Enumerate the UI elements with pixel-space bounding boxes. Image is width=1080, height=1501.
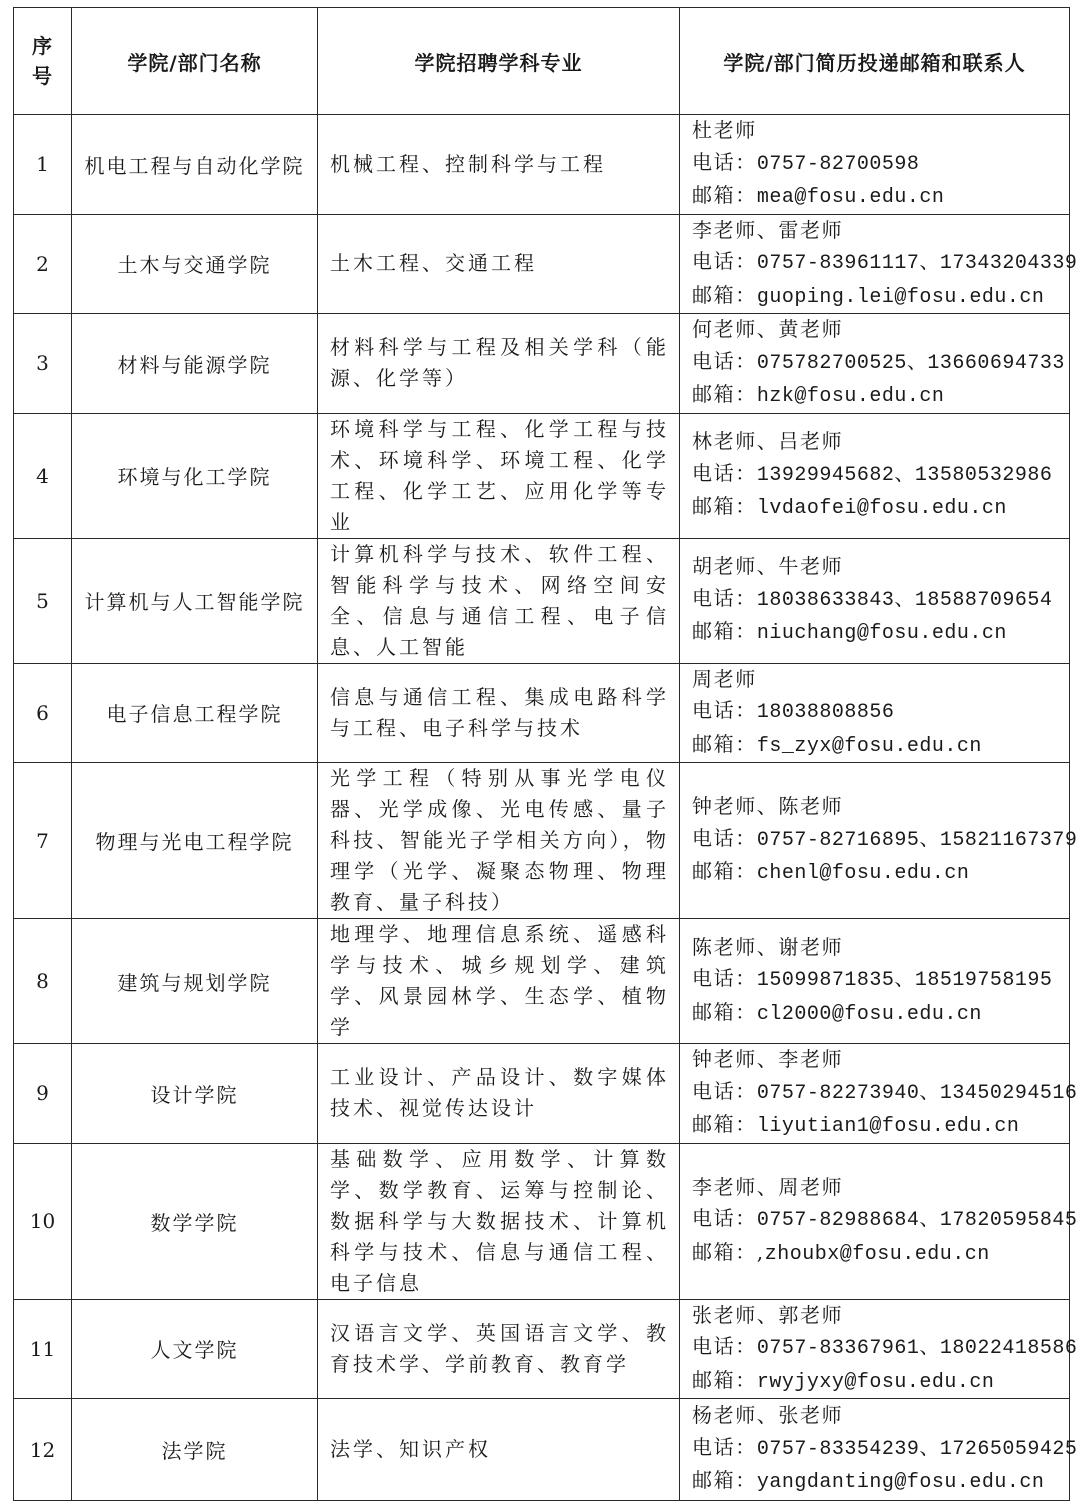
department-name: 人文学院	[72, 1299, 318, 1399]
department-name: 设计学院	[72, 1044, 318, 1144]
recruit-majors: 法学、知识产权	[318, 1399, 680, 1501]
table-row	[14, 538, 1070, 663]
recruit-majors: 土木工程、交通工程	[318, 214, 680, 314]
phone-label: 电话：	[692, 348, 757, 373]
contact-person: 钟老师、陈老师	[692, 794, 844, 819]
row-number: 2	[14, 214, 72, 314]
recruit-majors: 地理学、地理信息系统、遥感科学与技术、城乡规划学、建筑学、风景园林学、生态学、植物学	[318, 919, 680, 1044]
row-number: 4	[14, 413, 72, 538]
header-contact: 学院/部门简历投递邮箱和联系人	[680, 8, 1070, 115]
contact-person: 张老师、郭老师	[692, 1302, 844, 1327]
email-label: 邮箱：	[692, 999, 757, 1024]
phone-label: 电话：	[692, 1078, 757, 1103]
email-address[interactable]: zhoubx@fosu.edu.cn	[764, 1242, 990, 1266]
phone-line	[692, 823, 1078, 857]
email-label: 邮箱：	[692, 1367, 757, 1392]
email-label: 邮箱：,	[692, 1239, 765, 1264]
department-name: 计算机与人工智能学院	[72, 538, 318, 663]
contact-cell	[680, 763, 1078, 919]
contact-cell	[680, 1143, 1078, 1299]
email-label: 邮箱：	[692, 183, 757, 207]
recruit-majors: 计算机科学与技术、软件工程、智能科学与技术、网络空间安全、信息与通信工程、电子信息、人工智能	[318, 538, 680, 663]
email-address[interactable]: mea@fosu.edu.cn	[756, 186, 945, 209]
contact-person: 钟老师、李老师	[692, 1047, 844, 1071]
email-address[interactable]: chenl@fosu.edu.cn	[756, 862, 970, 886]
phone-line	[692, 346, 1065, 380]
contact-cell	[680, 919, 1070, 1044]
email-line	[692, 379, 1061, 413]
row-number: 5	[14, 538, 72, 663]
row-number: 7	[14, 763, 72, 919]
table-row	[14, 1299, 1070, 1399]
email-line	[692, 856, 1061, 890]
contact-cell	[680, 1044, 1078, 1144]
phone-number: 0757-83961117、17343204339	[756, 252, 1078, 275]
contact-person: 李老师、雷老师	[692, 217, 844, 242]
table-row	[14, 1143, 1070, 1299]
table-row	[14, 314, 1070, 414]
phone-label: 电话：	[692, 585, 757, 610]
email-label: 邮箱：	[692, 731, 757, 756]
phone-number: 13929945682、13580532986	[756, 463, 1053, 487]
email-line	[692, 1237, 1061, 1271]
phone-label: 电话：	[692, 460, 757, 485]
email-line	[692, 616, 1061, 650]
department-name: 数学学院	[72, 1143, 318, 1299]
department-name: 材料与能源学院	[72, 314, 318, 414]
email-line	[692, 180, 1061, 214]
department-name: 土木与交通学院	[72, 214, 318, 314]
email-line	[692, 1109, 1061, 1143]
email-label: 邮箱：	[692, 282, 757, 307]
table-row	[14, 663, 1070, 763]
email-address[interactable]: lvdaofei@fosu.edu.cn	[756, 497, 1007, 521]
phone-number: 0757-82273940、13450294516	[756, 1081, 1078, 1105]
recruit-majors: 材料科学与工程及相关学科（能源、化学等）	[318, 314, 680, 414]
row-number: 3	[14, 314, 72, 414]
header-major: 学院招聘学科专业	[318, 8, 680, 115]
phone-line	[692, 583, 1061, 617]
header-no: 序号	[14, 8, 72, 115]
phone-label: 电话：	[692, 825, 757, 850]
recruitment-table	[13, 7, 1078, 1501]
email-label: 邮箱：	[692, 619, 757, 644]
phone-number: 075782700525、13660694733	[756, 351, 1065, 375]
contact-person: 杜老师	[692, 118, 757, 142]
email-line	[692, 280, 1061, 314]
contact-cell	[680, 538, 1070, 663]
email-address[interactable]: yangdanting@fosu.edu.cn	[756, 1471, 1045, 1495]
table-row	[14, 413, 1070, 538]
phone-line	[692, 246, 1078, 280]
row-number: 8	[14, 919, 72, 1044]
phone-number: 15099871835、18519758195	[756, 969, 1053, 993]
header-row	[14, 8, 1070, 115]
recruit-majors: 信息与通信工程、集成电路科学与工程、电子科学与技术	[318, 663, 680, 763]
row-number: 10	[14, 1143, 72, 1299]
email-line	[692, 1365, 1061, 1399]
recruit-majors: 环境科学与工程、化学工程与技术、环境科学、环境工程、化学工程、化学工艺、应用化学等专业	[318, 413, 680, 538]
contact-person: 林老师、吕老师	[692, 429, 844, 454]
phone-line	[692, 458, 1061, 492]
row-number: 12	[14, 1399, 72, 1501]
row-number: 6	[14, 663, 72, 763]
table-row	[14, 1399, 1070, 1501]
contact-person: 周老师	[692, 666, 757, 691]
phone-label: 电话：	[692, 698, 757, 722]
contact-person: 何老师、黄老师	[692, 317, 844, 341]
contact-cell	[680, 314, 1070, 414]
email-address[interactable]: guoping.lei@fosu.edu.cn	[756, 285, 1045, 309]
email-address[interactable]: niuchang@fosu.edu.cn	[756, 622, 1007, 646]
email-label: 邮箱：	[692, 1112, 757, 1136]
email-line	[692, 1465, 1061, 1499]
phone-line	[692, 1432, 1078, 1466]
row-number: 11	[14, 1299, 72, 1399]
row-number: 1	[14, 115, 72, 215]
recruit-majors: 工业设计、产品设计、数字媒体技术、视觉传达设计	[318, 1044, 680, 1144]
phone-number: 0757-82700598	[756, 152, 920, 176]
phone-number: 0757-82716895、15821167379	[756, 828, 1078, 852]
recruit-majors: 光学工程（特别从事光学电仪器、光学成像、光电传感、量子科技、智能光子学相关方向），物理学（光学、凝聚态物理、物理教育、量子科技）	[318, 763, 680, 919]
phone-line	[692, 1203, 1078, 1237]
phone-label: 电话：	[692, 249, 757, 273]
contact-cell	[680, 1299, 1078, 1399]
contact-cell	[680, 214, 1078, 314]
recruit-majors: 汉语言文学、英国语言文学、教育技术学、学前教育、教育学	[318, 1299, 680, 1399]
department-name: 环境与化工学院	[72, 413, 318, 538]
email-address[interactable]: cl2000@fosu.edu.cn	[756, 1002, 982, 1026]
email-label: 邮箱：	[692, 859, 757, 884]
email-address[interactable]: fs_zyx@fosu.edu.cn	[756, 734, 982, 758]
email-label: 邮箱：	[692, 382, 757, 406]
department-name: 建筑与规划学院	[72, 919, 318, 1044]
phone-line	[692, 1331, 1078, 1365]
contact-cell	[680, 663, 1070, 763]
recruit-majors: 机械工程、控制科学与工程	[318, 115, 680, 215]
phone-label: 电话：	[692, 1206, 757, 1231]
contact-cell	[680, 1399, 1078, 1501]
table-row	[14, 214, 1070, 314]
contact-person: 杨老师、张老师	[692, 1403, 844, 1428]
contact-cell	[680, 413, 1070, 538]
contact-person: 胡老师、牛老师	[692, 554, 844, 579]
table-row	[14, 763, 1070, 919]
phone-number: 0757-82988684、17820595845	[756, 1209, 1078, 1233]
phone-label: 电话：	[692, 149, 757, 174]
phone-line	[692, 963, 1061, 997]
contact-person: 李老师、周老师	[692, 1174, 844, 1199]
phone-number: 18038808856	[756, 701, 895, 724]
contact-person: 陈老师、谢老师	[692, 934, 844, 959]
contact-cell	[680, 115, 1070, 215]
recruit-majors: 基础数学、应用数学、计算数学、数学教育、运筹与控制论、数据科学与大数据技术、计算机科学与技术、信息与通信工程、电子信息	[318, 1143, 680, 1299]
email-line	[692, 491, 1061, 525]
email-address[interactable]: rwyjyxy@fosu.edu.cn	[756, 1370, 995, 1394]
email-label: 邮箱：	[692, 494, 757, 519]
email-line	[692, 997, 1061, 1031]
department-name: 法学院	[72, 1399, 318, 1501]
table-row	[14, 919, 1070, 1044]
phone-label: 电话：	[692, 966, 757, 991]
email-address[interactable]: hzk@fosu.edu.cn	[756, 385, 945, 408]
email-line	[692, 729, 1061, 763]
email-address[interactable]: liyutian1@fosu.edu.cn	[756, 1115, 1020, 1138]
table-row	[14, 1044, 1070, 1144]
header-name: 学院/部门名称	[72, 8, 318, 115]
table-row	[14, 115, 1070, 215]
phone-label: 电话：	[692, 1334, 757, 1358]
row-number: 9	[14, 1044, 72, 1144]
phone-label: 电话：	[692, 1434, 757, 1459]
phone-line	[692, 695, 1061, 729]
phone-line	[692, 147, 1061, 181]
phone-number: 0757-83367961、18022418586	[756, 1337, 1078, 1360]
phone-line	[692, 1076, 1078, 1110]
email-label: 邮箱：	[692, 1468, 757, 1493]
department-name: 物理与光电工程学院	[72, 763, 318, 919]
department-name: 电子信息工程学院	[72, 663, 318, 763]
phone-number: 18038633843、18588709654	[756, 588, 1053, 612]
department-name: 机电工程与自动化学院	[72, 115, 318, 215]
phone-number: 0757-83354239、17265059425	[756, 1437, 1078, 1461]
